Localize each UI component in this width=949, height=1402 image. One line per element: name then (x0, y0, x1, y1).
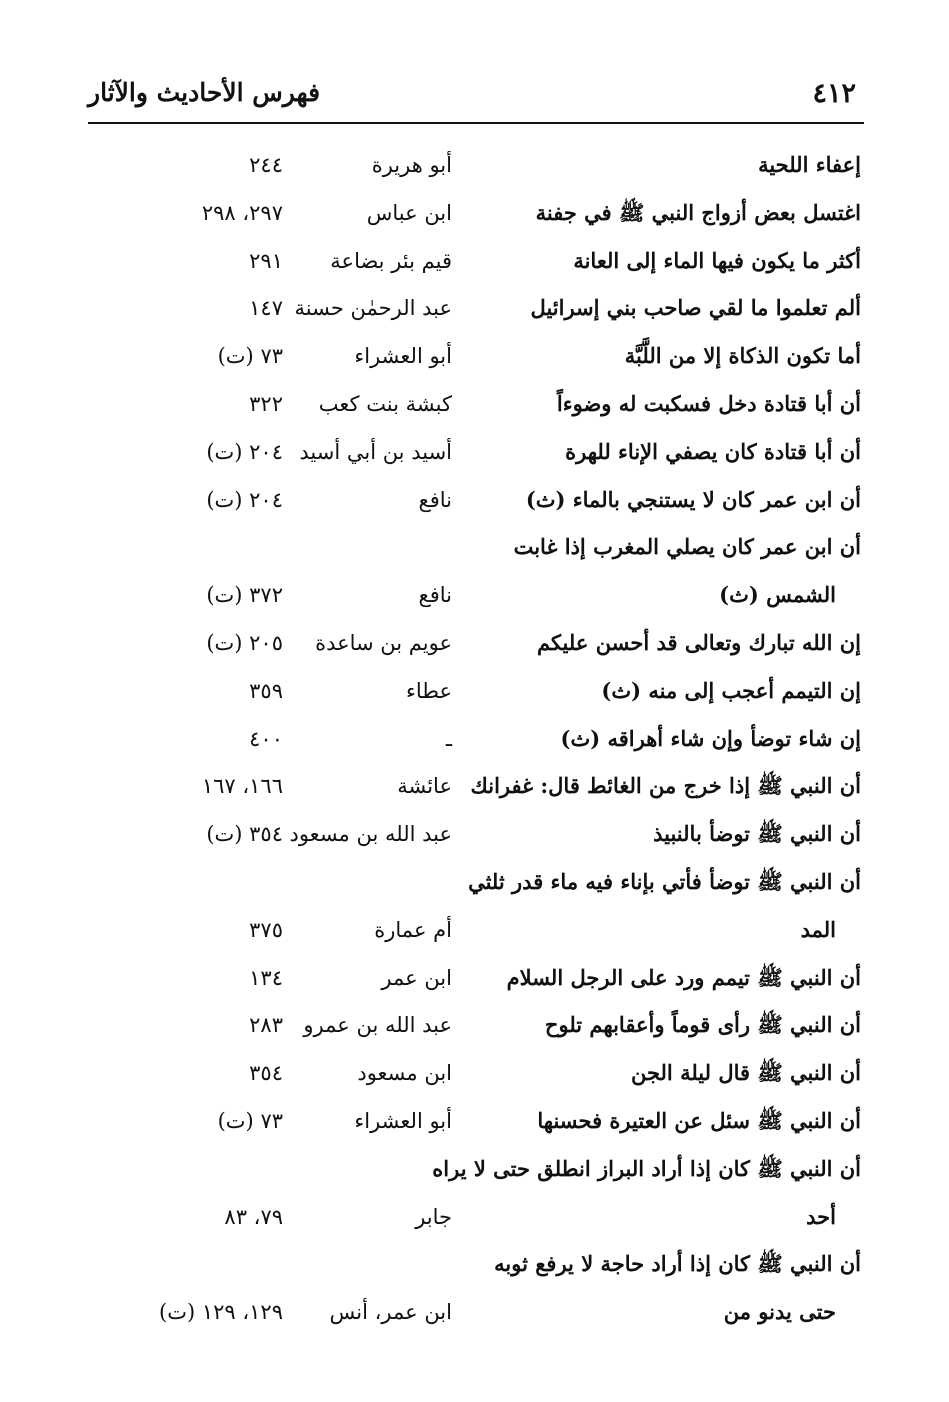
hadith-text: أن النبي ﷺ كان إذا أراد حاجة لا يرفع ثوبه (494, 1251, 861, 1277)
hadith-text: إن الله تبارك وتعالى قد أحسن عليكم (536, 629, 861, 655)
hadith-text: أما تكون الذكاة إلا من اللَّبَّة (624, 343, 861, 369)
hadith-text: أن أبا قتادة دخل فسكبت له وضوءاً (556, 390, 861, 416)
hadith-text-continuation: أحد (806, 1203, 836, 1229)
header-divider (88, 122, 864, 124)
hadith-text: أن أبا قتادة كان يصفي الإناء للهرة (565, 438, 861, 464)
narrator: ابن عمر (381, 965, 452, 990)
hadith-text: أن النبي ﷺ رأى قوماً وأعقابهم تلوح (544, 1012, 861, 1038)
narrator: عبد الله بن عمرو (303, 1013, 452, 1038)
index-row (0, 429, 949, 477)
narrator: نافع (418, 487, 452, 512)
hadith-text-continuation: المد (800, 916, 836, 942)
page-refs: ٣٢٢ (249, 391, 283, 416)
index-row (0, 238, 949, 286)
page-refs: ٢٤٤ (249, 153, 283, 177)
page-refs: ٢٩٧، ٢٩٨ (201, 200, 283, 225)
hadith-text: إن شاء توضأ وإن شاء أهراقه (ث) (560, 725, 861, 751)
page-refs: ٤٠٠ (249, 726, 283, 751)
narrator: نافع (418, 583, 452, 608)
narrator: عائشة (397, 774, 452, 799)
index-row (0, 955, 949, 1003)
narrator: عويم بن ساعدة (315, 630, 452, 655)
index-row (0, 477, 949, 525)
hadith-text: أن ابن عمر كان لا يستنجي بالماء (ث) (525, 486, 861, 512)
hadith-text: أن النبي ﷺ سئل عن العتيرة فحسنها (537, 1107, 861, 1133)
hadith-text: إن التيمم أعجب إلى منه (ث) (601, 677, 861, 703)
index-row (0, 285, 949, 333)
page-refs: ٢٩١ (249, 248, 283, 273)
index-row-continuation (0, 907, 949, 955)
index-row-continuation (0, 572, 949, 620)
page-refs: ١٦٦، ١٦٧ (201, 774, 283, 799)
narrator: عبد الرحمٰن حسنة (294, 296, 452, 321)
index-row (0, 1241, 949, 1289)
page-refs: ٢٨٣ (249, 1013, 283, 1038)
index-row (0, 763, 949, 811)
narrator: أم عمارة (374, 917, 452, 942)
hadith-text: أن النبي ﷺ توضأ بالنبيذ (653, 821, 861, 847)
narrator: ابن مسعود (357, 1061, 452, 1086)
narrator: قيم بئر بضاعة (330, 248, 452, 273)
page-refs: ٣٥٤ (249, 1061, 283, 1086)
narrator: ابن عمر، أنس (329, 1300, 452, 1325)
index-row (0, 716, 949, 764)
index-row (0, 1146, 949, 1194)
page-number: ٤١٢ (812, 78, 856, 109)
narrator: عطاء (405, 678, 452, 703)
page-refs: ٢٠٤ (ت) (206, 487, 283, 512)
hadith-text: أن النبي ﷺ قال ليلة الجن (630, 1060, 861, 1086)
hadith-text: ألم تعلموا ما لقي صاحب بني إسرائيل (530, 295, 861, 321)
index-row (0, 811, 949, 859)
page-refs: ٧٣ (ت) (217, 344, 283, 369)
index-row-continuation (0, 1289, 949, 1337)
index-row (0, 381, 949, 429)
hadith-text: إعفاء اللحية (758, 152, 861, 177)
page-refs: ٣٧٥ (249, 917, 283, 942)
page-refs: ٣٧٢ (ت) (206, 583, 283, 608)
index-row (0, 620, 949, 668)
page-header (88, 70, 864, 120)
narrator: أبو العشراء (354, 344, 452, 369)
index-row (0, 859, 949, 907)
index-row (0, 1002, 949, 1050)
hadith-text: أكثر ما يكون فيها الماء إلى العانة (573, 247, 861, 273)
hadith-text-continuation: حتى يدنو من (723, 1299, 836, 1325)
narrator: ـ (445, 726, 452, 751)
narrator: أبو العشراء (354, 1108, 452, 1133)
page-refs: ١٤٧ (249, 296, 283, 321)
hadith-text: أن النبي ﷺ تيمم ورد على الرجل السلام (506, 964, 861, 990)
hadith-text: أن النبي ﷺ توضأ فأتي بإناء فيه ماء قدر ثلثي (468, 868, 861, 894)
narrator: جابر (415, 1204, 452, 1229)
page-refs: ٢٠٤ (ت) (206, 439, 283, 464)
hadith-text-continuation: الشمس (ث) (719, 582, 836, 608)
index-row (0, 142, 949, 190)
page-refs: ١٢٩، ١٢٩ (ت) (159, 1300, 283, 1325)
hadith-text: اغتسل بعض أزواج النبي ﷺ في جفنة (535, 199, 861, 225)
index-entries (0, 142, 949, 1337)
hadith-text: أن النبي ﷺ إذا خرج من الغائط قال: غفرانك (470, 773, 861, 799)
index-row (0, 190, 949, 238)
hadith-text: أن النبي ﷺ كان إذا أراد البراز انطلق حتى لا يراه (432, 1155, 861, 1181)
index-row (0, 1098, 949, 1146)
narrator: أسيد بن أبي أسيد (299, 439, 452, 464)
page-title: فهرس الأحاديث والآثار (88, 78, 321, 107)
index-row (0, 1050, 949, 1098)
index-row-continuation (0, 1194, 949, 1242)
page-refs: ٧٣ (ت) (217, 1108, 283, 1133)
index-row (0, 524, 949, 572)
page-refs: ٣٥٤ (ت) (206, 822, 283, 847)
page-refs: ١٣٤ (249, 965, 283, 990)
narrator: عبد الله بن مسعود (289, 822, 452, 847)
narrator: كبشة بنت كعب (318, 391, 452, 416)
narrator: أبو هريرة (371, 153, 452, 177)
page-refs: ٧٩، ٨٣ (224, 1204, 283, 1229)
index-row (0, 668, 949, 716)
narrator: ابن عباس (366, 200, 452, 225)
page-refs: ٢٠٥ (ت) (206, 630, 283, 655)
page-refs: ٣٥٩ (249, 678, 283, 703)
hadith-text: أن ابن عمر كان يصلي المغرب إذا غابت (513, 534, 861, 560)
index-row (0, 333, 949, 381)
